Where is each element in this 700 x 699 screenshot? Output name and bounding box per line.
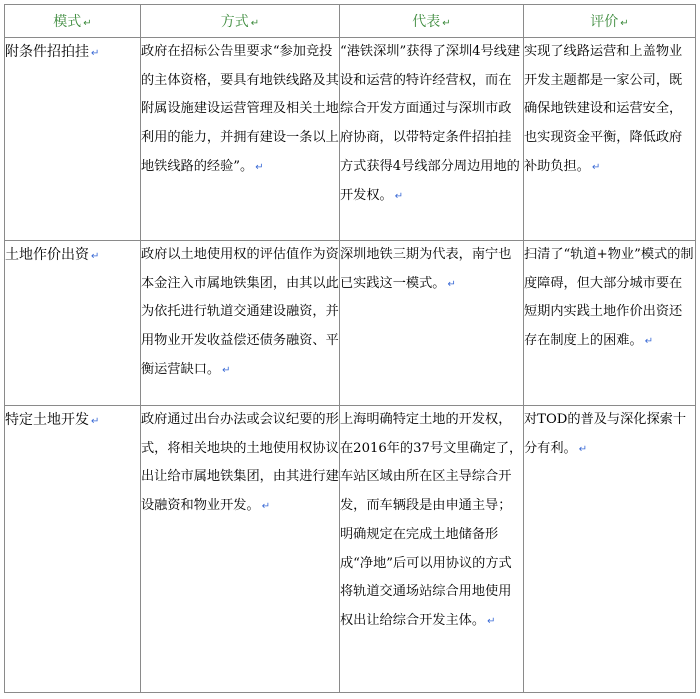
cell-evaluation: 扫清了“轨道+物业”模式的制度障碍，但大部分城市要在短期内实践土地作价出资还存在制度上的困难。 ↵ — [524, 241, 696, 406]
paragraph-mark-icon: ↵ — [91, 251, 100, 262]
paragraph-mark-icon: ↵ — [644, 336, 654, 348]
header-method: 方式 ↵ — [141, 5, 340, 38]
paragraph-mark-icon: ↵ — [447, 278, 456, 290]
cell-mode: 土地作价出资 ↵ — [5, 241, 141, 406]
table-row — [5, 406, 696, 693]
table-row — [5, 38, 696, 241]
paragraph-mark-icon: ↵ — [620, 18, 629, 29]
cell-example: “港铁深圳”获得了深圳4号线建设和运营的特许经营权，而在综合开发方面通过与深圳市政府协商，以带特定条件招拍挂方式获得4号线部分周边用地的开发权。 ↵ — [340, 38, 524, 241]
paragraph-mark-icon: ↵ — [222, 364, 231, 376]
paragraph-mark-icon: ↵ — [442, 18, 451, 29]
paragraph-mark-icon: ↵ — [578, 443, 588, 455]
cell-evaluation: 实现了线路运营和上盖物业开发主题都是一家公司，既确保地铁建设和运营安全，也实现资金平衡，降低政府补助负担。 ↵ — [524, 38, 696, 241]
header-evaluation: 评价 ↵ — [524, 5, 696, 38]
cell-mode: 特定土地开发 ↵ — [5, 406, 141, 693]
paragraph-mark-icon: ↵ — [261, 501, 271, 513]
paragraph-mark-icon: ↵ — [91, 416, 100, 427]
paragraph-mark-icon: ↵ — [487, 615, 496, 627]
paragraph-mark-icon: ↵ — [591, 161, 601, 173]
cell-evaluation: 对TOD的普及与深化探索十分有利。 ↵ — [524, 406, 696, 693]
cell-example: 深圳地铁三期为代表，南宁也已实践这一模式。 ↵ — [340, 241, 524, 406]
header-mode: 模式 ↵ — [5, 5, 141, 38]
cell-method: 政府通过出台办法或会议纪要的形式，将相关地块的土地使用权协议出让给市属地铁集团，由其进行建设融资和物业开发。 ↵ — [141, 406, 340, 693]
cell-method: 政府在招标公告里要求“参加竞投的主体资格，要具有地铁线路及其附属设施建设运营管理及相关土地利用的能力，并拥有建设一条以上地铁线路的经验”。 ↵ — [141, 38, 340, 241]
cell-example: 上海明确特定土地的开发权，在2016年的37号文里确定了，车站区域由所在区主导综合开发，而车辆段是由申通主导；明确规定在完成土地储备形成“净地”后可以用协议的方式将轨道交通场站综合用地使用权出让给综合开发主体。 ↵ — [340, 406, 524, 693]
table-row — [5, 241, 696, 406]
cell-mode: 附条件招拍挂 ↵ — [5, 38, 141, 241]
paragraph-mark-icon: ↵ — [91, 48, 100, 59]
paragraph-mark-icon: ↵ — [255, 161, 264, 173]
paragraph-mark-icon: ↵ — [394, 190, 404, 202]
comparison-table — [4, 4, 696, 693]
paragraph-mark-icon: ↵ — [83, 18, 92, 29]
header-row — [5, 5, 696, 38]
header-example: 代表 ↵ — [340, 5, 524, 38]
cell-method: 政府以土地使用权的评估值作为资本金注入市属地铁集团，由其以此为依托进行轨道交通建设融资，并用物业开发收益偿还债务融资、平衡运营缺口。 ↵ — [141, 241, 340, 406]
paragraph-mark-icon: ↵ — [250, 18, 260, 29]
